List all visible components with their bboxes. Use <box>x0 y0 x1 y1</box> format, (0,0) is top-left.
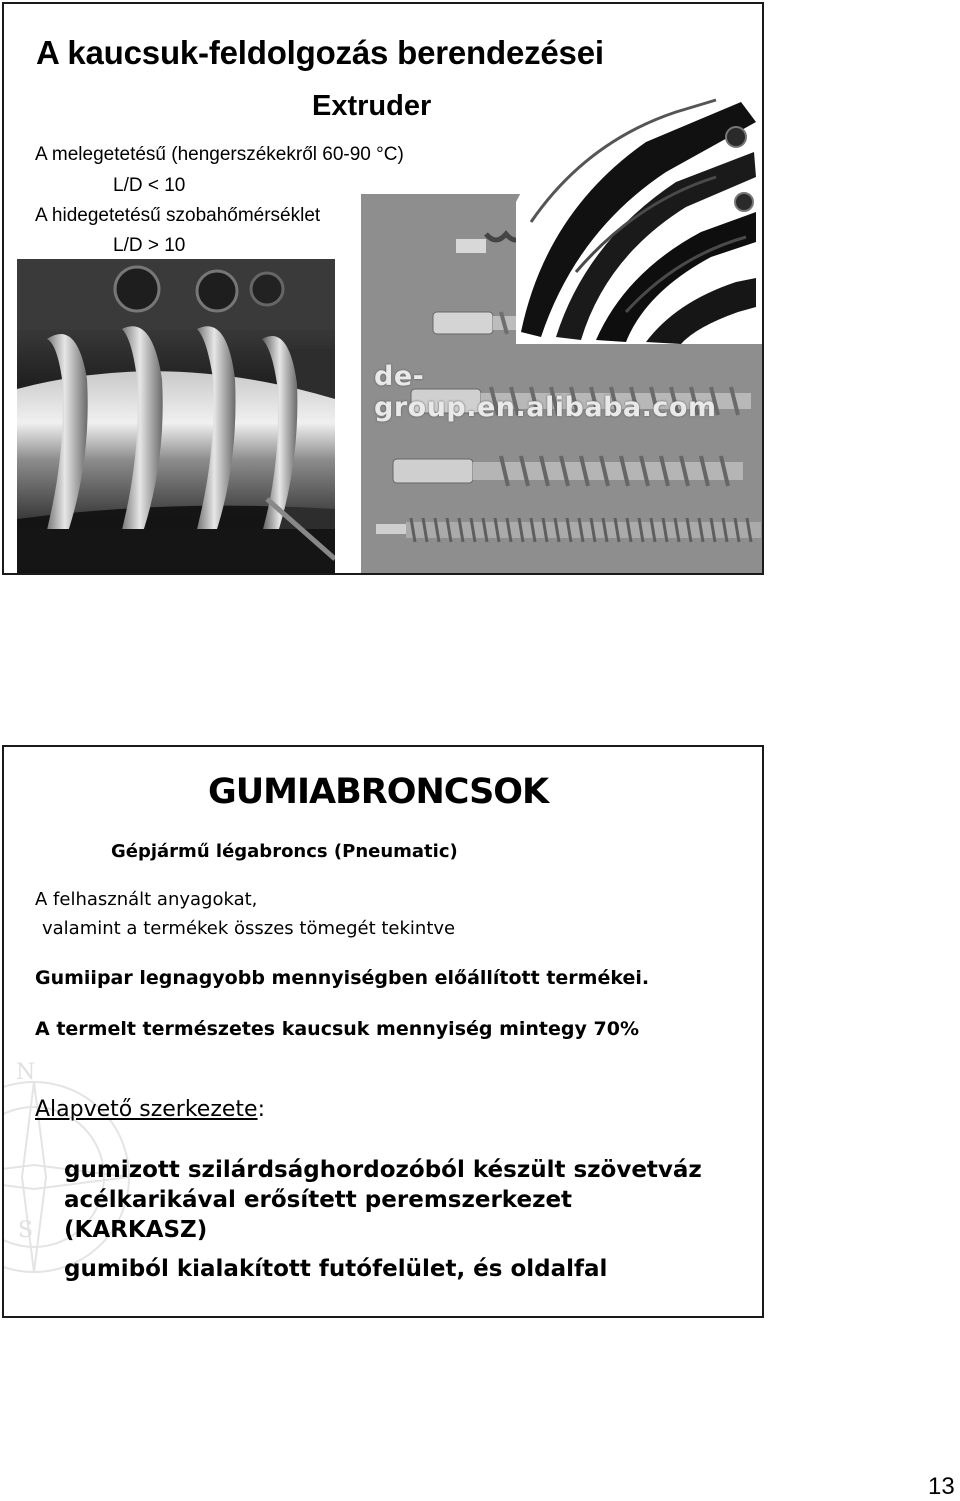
statement-natural-rubber: A termelt természetes kaucsuk mennyiség mintegy 70% <box>35 1018 639 1040</box>
structure-item: acélkarikával erősített peremszerkezet <box>64 1187 573 1213</box>
structure-heading-colon: : <box>257 1097 265 1122</box>
materials-line-1: A felhasznált anyagokat, <box>35 889 258 910</box>
slide-subtitle: Extruder <box>312 90 432 122</box>
structure-item: gumizott szilárdsághordozóból készült szövetváz <box>64 1157 702 1183</box>
structure-heading-text: Alapvető szerkezete <box>35 1097 258 1122</box>
slide-extruder <box>2 2 764 575</box>
slide-title: A kaucsuk-feldolgozás berendezései <box>36 34 604 71</box>
svg-text:S: S <box>18 1218 34 1243</box>
rubber-profiles-photo <box>516 82 762 344</box>
extruder-screw-photo <box>17 259 335 573</box>
statement-largest-product: Gumiipar legnagyobb mennyiségben előállított termékei. <box>35 967 650 989</box>
slide-tyres <box>2 745 764 1318</box>
svg-text:N: N <box>16 1060 36 1085</box>
cold-feed-line: A hidegetetésű szobahőmérséklet <box>35 205 321 226</box>
slide-title: GUMIABRONCSOK <box>208 772 549 812</box>
hot-feed-ld: L/D < 10 <box>113 175 186 196</box>
structure-item: gumiból kialakított futófelület, és oldalfal <box>64 1256 608 1282</box>
structure-item: (KARKASZ) <box>64 1217 208 1243</box>
slide-subtitle: Gépjármű légabroncs (Pneumatic) <box>111 841 458 862</box>
cold-feed-ld: L/D > 10 <box>113 235 186 256</box>
page-number: 13 <box>928 1473 955 1500</box>
image-watermark: de-group.en.alibaba.com <box>374 361 717 423</box>
materials-line-2: valamint a termékek összes tömegét tekintve <box>42 918 456 939</box>
structure-heading <box>35 1097 265 1122</box>
hot-feed-line: A melegetetésű (hengerszékekről 60-90 °C) <box>35 144 404 165</box>
